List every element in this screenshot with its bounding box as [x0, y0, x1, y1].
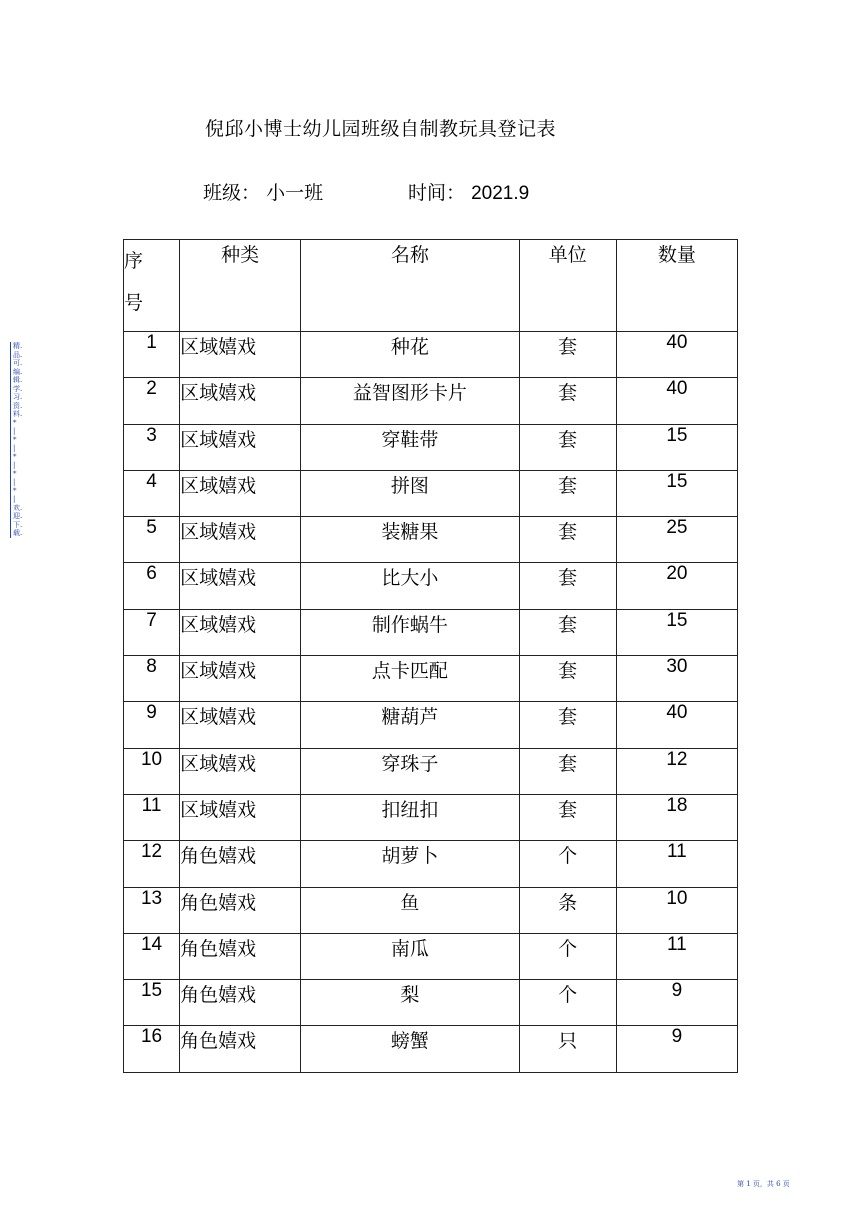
header-unit: 单位 — [519, 240, 616, 332]
sidebar-char: * — [13, 418, 17, 427]
cell-type: 区域嬉戏 — [180, 563, 301, 609]
time-info — [408, 178, 529, 205]
sidebar-char: 下. — [13, 520, 23, 529]
cell-type: 区域嬉戏 — [180, 378, 301, 424]
header-no-line1: 序 — [124, 250, 144, 272]
table-row — [124, 887, 738, 933]
cell-qty: 12 — [616, 748, 737, 794]
cell-qty: 40 — [616, 332, 737, 378]
cell-qty: 20 — [616, 563, 737, 609]
header-no-line2: 号 — [124, 292, 144, 314]
cell-unit: 套 — [519, 563, 616, 609]
sidebar-char: 辑. — [13, 376, 23, 384]
table-row — [124, 563, 738, 609]
cell-name: 装糖果 — [301, 517, 519, 563]
cell-qty: 15 — [616, 609, 737, 655]
cell-qty: 10 — [616, 887, 737, 933]
cell-unit: 套 — [519, 609, 616, 655]
cell-name: 穿珠子 — [301, 748, 519, 794]
cell-type: 角色嬉戏 — [180, 1026, 301, 1072]
cell-type: 角色嬉戏 — [180, 841, 301, 887]
cell-name: 糖葫芦 — [301, 702, 519, 748]
cell-name: 梨 — [301, 980, 519, 1026]
cell-type: 角色嬉戏 — [180, 980, 301, 1026]
cell-type: 区域嬉戏 — [180, 332, 301, 378]
time-label: 时间： — [408, 182, 466, 204]
cell-no: 12 — [124, 841, 180, 887]
header-type: 种类 — [180, 240, 301, 332]
cell-qty: 18 — [616, 794, 737, 840]
table-row — [124, 748, 738, 794]
sidebar-char: 料. — [13, 410, 23, 418]
sidebar-char: 欢. — [13, 503, 23, 512]
sidebar-char: | — [13, 461, 16, 469]
cell-qty: 11 — [616, 841, 737, 887]
cell-name: 穿鞋带 — [301, 424, 519, 470]
sidebar-char: 学. — [13, 384, 23, 393]
sidebar-char: 迎. — [13, 512, 23, 520]
cell-unit: 个 — [519, 841, 616, 887]
cell-unit: 套 — [519, 470, 616, 516]
header-no — [124, 240, 180, 332]
cell-name: 胡萝卜 — [301, 841, 519, 887]
cell-no: 15 — [124, 980, 180, 1026]
cell-type: 区域嬉戏 — [180, 748, 301, 794]
cell-unit: 套 — [519, 424, 616, 470]
cell-name: 点卡匹配 — [301, 656, 519, 702]
cell-name: 螃蟹 — [301, 1026, 519, 1072]
sidebar-char: * — [13, 469, 17, 478]
table-row — [124, 378, 738, 424]
sidebar-char: 资. — [13, 401, 23, 410]
header-name: 名称 — [301, 240, 519, 332]
table-row — [124, 332, 738, 378]
table-header-row — [124, 240, 738, 332]
sidebar-char: * — [13, 435, 17, 444]
cell-type: 区域嬉戏 — [180, 794, 301, 840]
cell-name: 种花 — [301, 332, 519, 378]
sidebar-char: 可. — [13, 359, 23, 367]
cell-type: 角色嬉戏 — [180, 887, 301, 933]
header-qty: 数量 — [616, 240, 737, 332]
cell-no: 16 — [124, 1026, 180, 1072]
cell-name: 比大小 — [301, 563, 519, 609]
table-row — [124, 470, 738, 516]
table-row — [124, 1026, 738, 1072]
cell-name: 拼图 — [301, 470, 519, 516]
cell-unit: 套 — [519, 748, 616, 794]
table-row — [124, 424, 738, 470]
cell-unit: 套 — [519, 794, 616, 840]
cell-type: 区域嬉戏 — [180, 656, 301, 702]
cell-no: 1 — [124, 332, 180, 378]
cell-no: 7 — [124, 609, 180, 655]
table-row — [124, 933, 738, 979]
cell-no: 14 — [124, 933, 180, 979]
table-row — [124, 794, 738, 840]
cell-type: 区域嬉戏 — [180, 517, 301, 563]
cell-unit: 套 — [519, 332, 616, 378]
cell-name: 益智图形卡片 — [301, 378, 519, 424]
class-info — [203, 178, 323, 205]
cell-no: 9 — [124, 702, 180, 748]
cell-qty: 40 — [616, 378, 737, 424]
document-title: 倪邱小博士幼儿园班级自制教玩具登记表 — [205, 118, 557, 140]
cell-unit: 套 — [519, 517, 616, 563]
cell-qty: 15 — [616, 424, 737, 470]
cell-qty: 40 — [616, 702, 737, 748]
sidebar-char: | — [13, 478, 16, 486]
cell-name: 扣纽扣 — [301, 794, 519, 840]
cell-no: 3 — [124, 424, 180, 470]
sidebar-char: | — [13, 427, 16, 435]
sidebar-char: * — [13, 486, 17, 495]
table-row — [124, 841, 738, 887]
cell-no: 13 — [124, 887, 180, 933]
cell-qty: 25 — [616, 517, 737, 563]
table-row — [124, 702, 738, 748]
cell-qty: 15 — [616, 470, 737, 516]
cell-no: 5 — [124, 517, 180, 563]
cell-unit: 只 — [519, 1026, 616, 1072]
time-value: 2021.9 — [471, 183, 530, 204]
cell-type: 区域嬉戏 — [180, 702, 301, 748]
cell-name: 南瓜 — [301, 933, 519, 979]
class-label: 班级： — [203, 182, 261, 204]
table-row — [124, 517, 738, 563]
class-value: 小一班 — [266, 182, 324, 204]
sidebar-char: | — [13, 495, 16, 503]
sidebar-char: | — [13, 444, 16, 452]
sidebar-watermark — [10, 342, 29, 538]
cell-qty: 9 — [616, 1026, 737, 1072]
sidebar-char: 习. — [13, 393, 23, 401]
cell-no: 8 — [124, 656, 180, 702]
sidebar-char: 载. — [13, 529, 23, 537]
cell-unit: 条 — [519, 887, 616, 933]
sidebar-char: 品. — [13, 350, 23, 359]
cell-type: 区域嬉戏 — [180, 609, 301, 655]
cell-qty: 9 — [616, 980, 737, 1026]
cell-no: 11 — [124, 794, 180, 840]
cell-unit: 套 — [519, 656, 616, 702]
cell-no: 10 — [124, 748, 180, 794]
cell-unit: 个 — [519, 980, 616, 1026]
sidebar-char: * — [13, 452, 17, 461]
cell-qty: 30 — [616, 656, 737, 702]
table-row — [124, 656, 738, 702]
cell-unit: 套 — [519, 702, 616, 748]
table-row — [124, 980, 738, 1026]
register-table — [123, 239, 738, 1073]
cell-name: 制作蜗牛 — [301, 609, 519, 655]
sidebar-char: 精. — [13, 342, 23, 350]
cell-name: 鱼 — [301, 887, 519, 933]
page-footer: 第 1 页，共 6 页 — [737, 1180, 790, 1188]
cell-type: 区域嬉戏 — [180, 470, 301, 516]
cell-no: 2 — [124, 378, 180, 424]
table-row — [124, 609, 738, 655]
cell-unit: 套 — [519, 378, 616, 424]
cell-no: 4 — [124, 470, 180, 516]
cell-type: 角色嬉戏 — [180, 933, 301, 979]
cell-no: 6 — [124, 563, 180, 609]
cell-qty: 11 — [616, 933, 737, 979]
sidebar-char: 编. — [13, 367, 23, 376]
cell-unit: 个 — [519, 933, 616, 979]
cell-type: 区域嬉戏 — [180, 424, 301, 470]
